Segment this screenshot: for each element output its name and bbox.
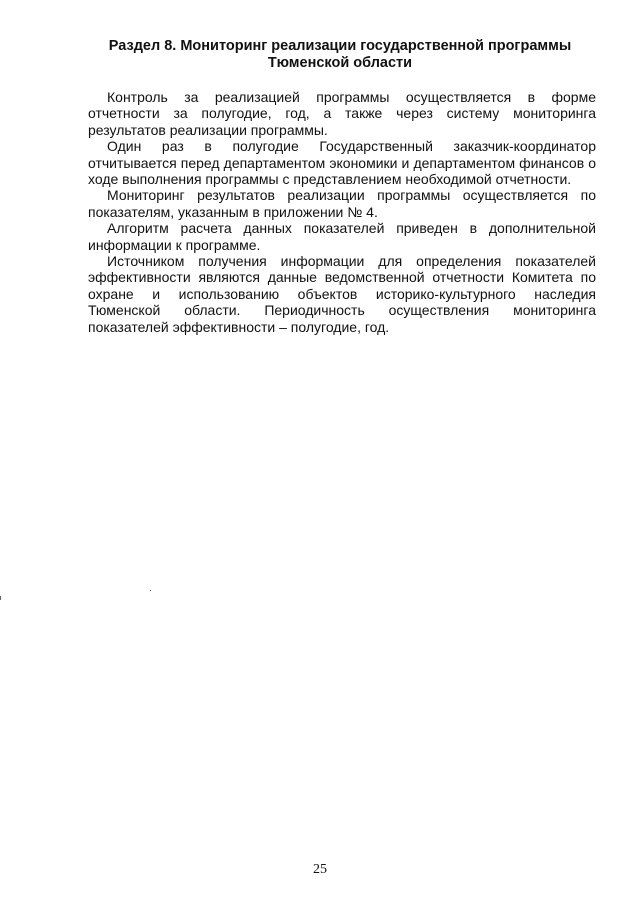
section-body — [88, 89, 596, 335]
paragraph-information-source: Источником получения информации для определения показателей эффективности являются данные ведомственной отчетности Комитета по охране и использованию объектов историко-культурного наследия Тюменской области. Периодичность осуществления мониторинга показателей эффективности – полугодие, год. — [88, 253, 596, 335]
paragraph-half-year-report: Один раз в полугодие Государственный заказчик-координатор отчитывается перед департаментом экономики и департаментом финансов о ходе выполнения программы с представлением необходимой отчетности. — [88, 138, 596, 188]
paragraph-reporting-form: Контроль за реализацией программы осуществляется в форме отчетности за полугодие, год, а также через систему мониторинга результатов реализации программы. — [88, 89, 596, 138]
paragraph-monitoring-indicators: Мониторинг результатов реализации программы осуществляется по показателям, указанным в приложении № 4. — [88, 187, 596, 220]
section-heading-line-2: Тюменской области — [267, 55, 413, 71]
page-number: 25 — [313, 862, 327, 877]
paragraph-calculation-algorithm: Алгоритм расчета данных показателей приведен в дополнительной информации к программе. — [88, 220, 596, 253]
scan-edge-mark — [0, 596, 1, 600]
section-heading — [90, 38, 590, 72]
section-heading-line-1: Раздел 8. Мониторинг реализации государственной программы — [108, 38, 572, 54]
scan-speck — [150, 590, 151, 591]
